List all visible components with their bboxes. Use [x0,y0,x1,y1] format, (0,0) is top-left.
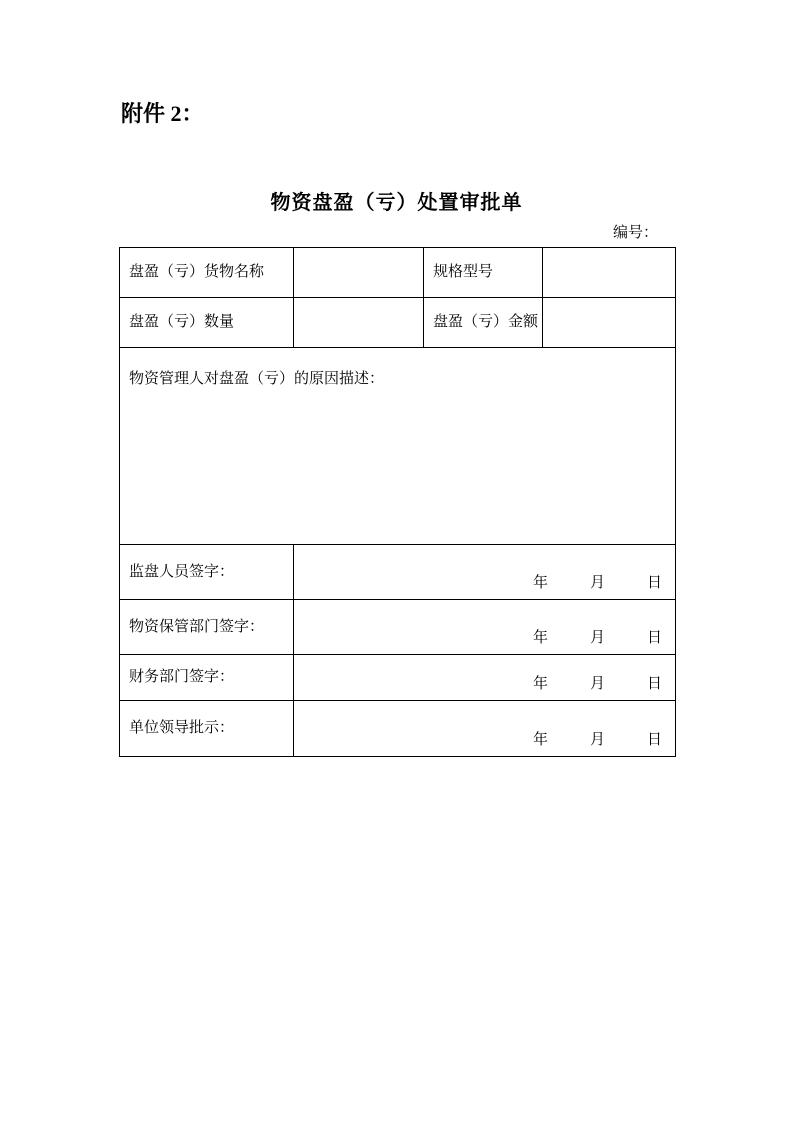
table-row-supervisor-signature [120,545,675,600]
amount-label: 盘盈（亏）金额 [424,298,543,347]
day-label: 日 [646,575,662,592]
finance-dept-signature-label: 财务部门签字： [120,655,294,700]
custody-dept-signature-input-cell[interactable] [294,600,675,654]
goods-name-input-cell[interactable] [294,248,424,297]
table-row-leader-approval [120,701,675,756]
reason-description-cell[interactable] [120,348,675,544]
goods-name-label: 盘盈（亏）货物名称 [120,248,294,297]
table-row-quantity [120,298,675,348]
month-label: 月 [589,575,605,592]
year-label: 年 [532,630,548,647]
reason-description-label: 物资管理人对盘盈（亏）的原因描述： [129,371,385,387]
year-label: 年 [532,575,548,592]
day-label: 日 [646,732,662,749]
supervisor-signature-input-cell[interactable] [294,545,675,599]
table-row-description [120,348,675,545]
leader-approval-label: 单位领导批示： [120,701,294,756]
year-label: 年 [532,676,548,693]
finance-dept-signature-input-cell[interactable] [294,655,675,700]
attachment-label: 附件 2： [121,101,204,126]
form-title: 物资盘盈（亏）处置审批单 [270,192,523,214]
spec-model-input-cell[interactable] [543,248,675,297]
quantity-label: 盘盈（亏）数量 [120,298,294,347]
month-label: 月 [589,676,605,693]
supervisor-signature-label: 监盘人员签字： [120,545,294,599]
year-label: 年 [532,732,548,749]
table-row-custody-dept-signature [120,600,675,655]
month-label: 月 [589,732,605,749]
approval-form-table [119,247,676,757]
table-row-goods-name [120,248,675,298]
day-label: 日 [646,676,662,693]
month-label: 月 [589,630,605,647]
custody-dept-signature-label: 物资保管部门签字： [120,600,294,654]
amount-input-cell[interactable] [543,298,675,347]
table-row-finance-dept-signature [120,655,675,701]
form-number-label: 编号： [612,225,658,241]
quantity-input-cell[interactable] [294,298,424,347]
spec-model-label: 规格型号 [424,248,543,297]
leader-approval-input-cell[interactable] [294,701,675,756]
day-label: 日 [646,630,662,647]
